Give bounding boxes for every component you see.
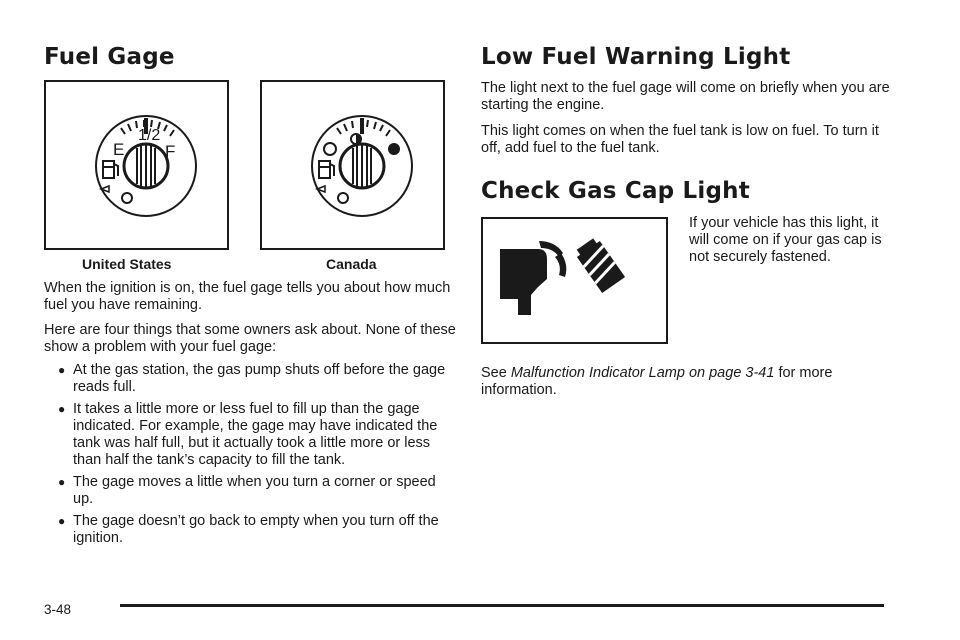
- gauge-e-label: E: [113, 140, 125, 159]
- us-fuel-gauge-illustration: [46, 82, 227, 248]
- see-also-paragraph: [481, 365, 891, 399]
- page-number: 3-48: [44, 602, 72, 617]
- list-item-text: It takes a little more or less fuel to fill up than the gage indicated. For example, the gage may have indicated the tank was half full, but it actually took a little more or less than half the tank’s capacity to fill the tank.: [73, 401, 438, 468]
- gas-cap-light-figure: [481, 217, 668, 344]
- list-item: [44, 362, 456, 396]
- left-column: [44, 44, 456, 552]
- low-fuel-paragraph-1: The light next to the fuel gage will come on briefly when you are starting the engine.: [481, 80, 890, 113]
- fuel-gage-heading: Fuel Gage: [44, 44, 175, 70]
- see-prefix: See: [481, 365, 511, 381]
- gas-cap-paragraph: If your vehicle has this light, it will come on if your gas cap is not securely fastened.: [689, 215, 882, 265]
- low-fuel-paragraph-2: This light comes on when the fuel tank is low on fuel. To turn it off, add fuel to the fuel tank.: [481, 123, 879, 156]
- gas-cap-icon: [483, 219, 666, 342]
- list-item-text: At the gas station, the gas pump shuts off before the gage reads full.: [73, 362, 446, 395]
- fuel-pump-icon: [319, 161, 334, 178]
- list-item: [44, 474, 456, 508]
- bullet-icon: ●: [58, 475, 66, 489]
- canada-fuel-gauge-illustration: [262, 82, 443, 248]
- list-item: [44, 401, 456, 469]
- list-item-text: The gage doesn’t go back to empty when you turn off the ignition.: [73, 513, 439, 546]
- right-column: [481, 44, 901, 398]
- fuel-pump-icon: [103, 161, 118, 178]
- owner-questions-list: [44, 362, 456, 547]
- low-fuel-warning-heading: Low Fuel Warning Light: [481, 44, 791, 70]
- fuel-gage-paragraph-2: Here are four things that some owners ask about. None of these show a problem with your fuel gage:: [44, 322, 456, 355]
- check-gas-cap-heading: Check Gas Cap Light: [481, 178, 750, 204]
- gauge-f-label: F: [165, 142, 176, 161]
- fuel-gage-paragraph-1: When the ignition is on, the fuel gage tells you about how much fuel you have remaining.: [44, 280, 451, 313]
- fuel-gage-figures: [44, 80, 456, 272]
- canada-fuel-gauge-figure: [260, 80, 445, 250]
- bullet-icon: ●: [58, 514, 66, 528]
- list-item: [44, 513, 456, 547]
- see-suffix: for more information.: [481, 365, 833, 398]
- bullet-icon: ●: [58, 363, 66, 377]
- gauge-half-label: 1/2: [138, 127, 161, 144]
- footer-divider: [120, 604, 884, 607]
- low-fuel-lamp-icon: [122, 193, 132, 203]
- us-figure-caption: United States: [82, 256, 172, 272]
- full-symbol-icon: [388, 143, 400, 155]
- us-fuel-gauge-figure: [44, 80, 229, 250]
- list-item-text: The gage moves a little when you turn a corner or speed up.: [73, 474, 436, 507]
- malfunction-lamp-link[interactable]: Malfunction Indicator Lamp on page 3-41: [510, 365, 775, 381]
- canada-figure-caption: Canada: [326, 256, 377, 272]
- low-fuel-lamp-icon: [338, 193, 348, 203]
- empty-symbol-icon: [324, 143, 336, 155]
- bullet-icon: ●: [58, 402, 66, 416]
